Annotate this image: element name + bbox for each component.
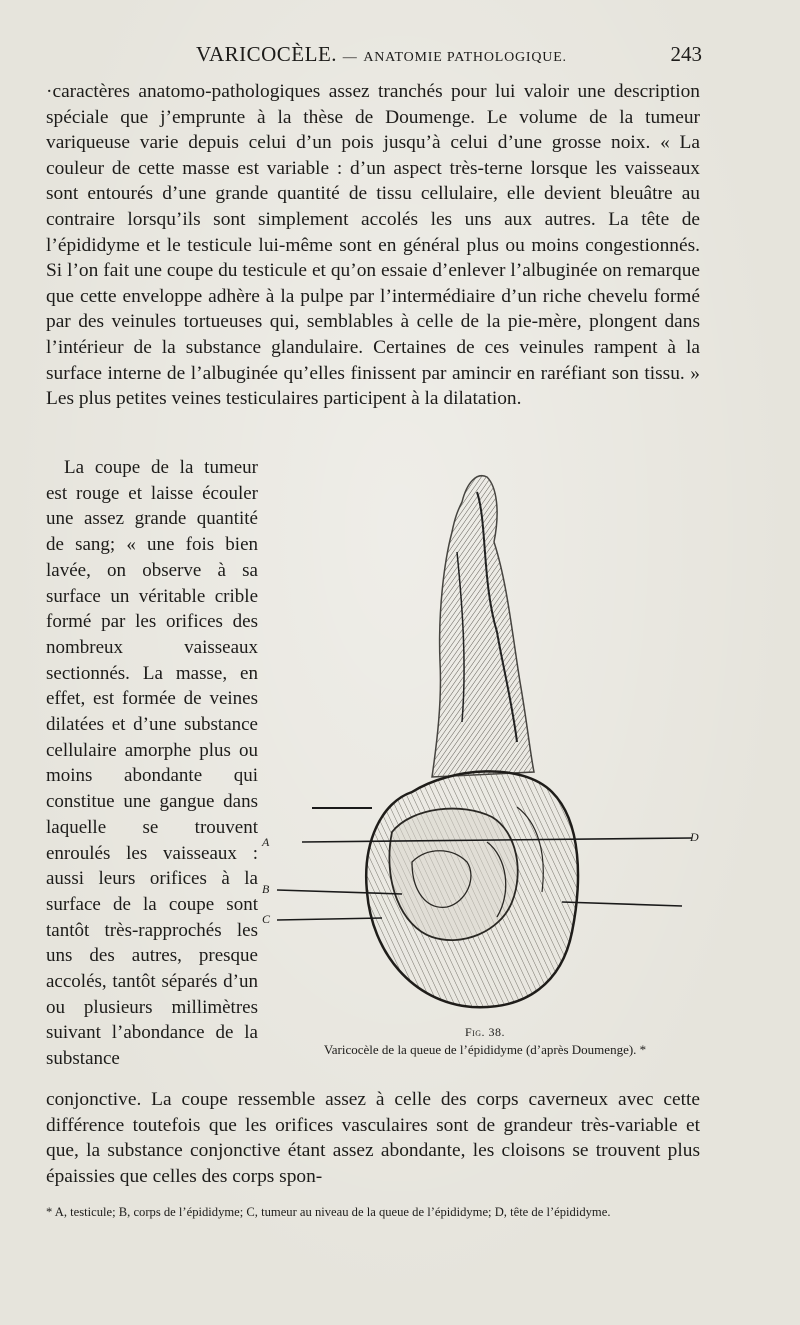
running-title bbox=[196, 42, 567, 67]
running-header bbox=[46, 40, 702, 70]
page-number: 243 bbox=[670, 42, 702, 66]
footnote: * A, testicule; B, corps de l’épididyme; C, tumeur au niveau de la queue de l’épididyme; D, tête de l’épididyme. bbox=[46, 1205, 611, 1219]
paragraph-top: ·caractères anatomo-pathologiques assez tranchés pour lui valoir une description spéciale que j’emprunte à la thèse de Doumenge. Le volume de la tumeur variqueuse varie depuis celui d’un pois jusqu’à celui d’une grosse noix. « La couleur de cette masse est variable : d’un aspect très-terne lorsque les vaisseaux sont entourés d’une grande quantité de tissu cellulaire, elle devient bleuâtre au contraire lorsqu’ils sont simplement accolés les uns aux autres. La tête de l’épididyme et le testicule lui-même sont en général plus ou moins congestionnés. Si l’on fait une coupe du testicule et qu’on essaie d’enlever l’albuginée on remarque que cette enveloppe adhère à la pulpe par l’intermédiaire d’un riche chevelu formé par des veinules tortueuses qui, semblables à celle de la pie-mère, plongent dans l’intérieur de la substance glandulaire. Certaines de ces veinules rampent à la surface interne de l’albuginée qu’elles finissent par amincir en raréfiant son tissu. » Les plus petites veines testiculaires participent à la dilatation. bbox=[46, 81, 700, 410]
figure-illustration bbox=[262, 462, 702, 1022]
title-dash: — bbox=[342, 50, 358, 65]
figure-number: Fig. 38. bbox=[464, 1025, 506, 1039]
paragraph-side: La coupe de la tumeur est rouge et laisse écouler une assez grande quantité de sang; « une fois bien lavée, on observe à sa surface un véritable crible formé par les orifices des nombreux vaisseaux sectionnés. La masse, en effet, est formée de veines dilatées et d’une substance cellulaire amorphe plus ou moins abondante qui constitue une gangue dans laquelle se trouvent enroulés les vaisseaux : aussi leurs orifices à la surface de la coupe sont tantôt très-rapprochés les uns des autres, presque accolés, tantôt séparés d’un ou plusieurs millimètres suivant l’abondance de la substance bbox=[46, 457, 258, 1070]
figure-caption: Varicocèle de la queue de l’épididyme (d’après Doumenge). * bbox=[323, 1042, 647, 1057]
section-subtitle: ANATOMIE PATHOLOGIQUE. bbox=[363, 50, 567, 65]
paragraph-bottom: conjonctive. La coupe ressemble assez à celle des corps caverneux avec cette différence toutefois que les orifices vasculaires sont de grandeur très-variable et que, la substance conjonctive étant assez abondante, les cloisons se trouvent plus épaissies que celles des corps spon- bbox=[46, 1089, 700, 1187]
label-b: B bbox=[262, 882, 270, 896]
label-a: A bbox=[262, 835, 270, 849]
label-d: D bbox=[690, 830, 699, 844]
chapter-title: VARICOCÈLE. bbox=[196, 42, 338, 66]
label-c: C bbox=[262, 912, 271, 926]
anatomical-drawing bbox=[262, 462, 702, 1022]
